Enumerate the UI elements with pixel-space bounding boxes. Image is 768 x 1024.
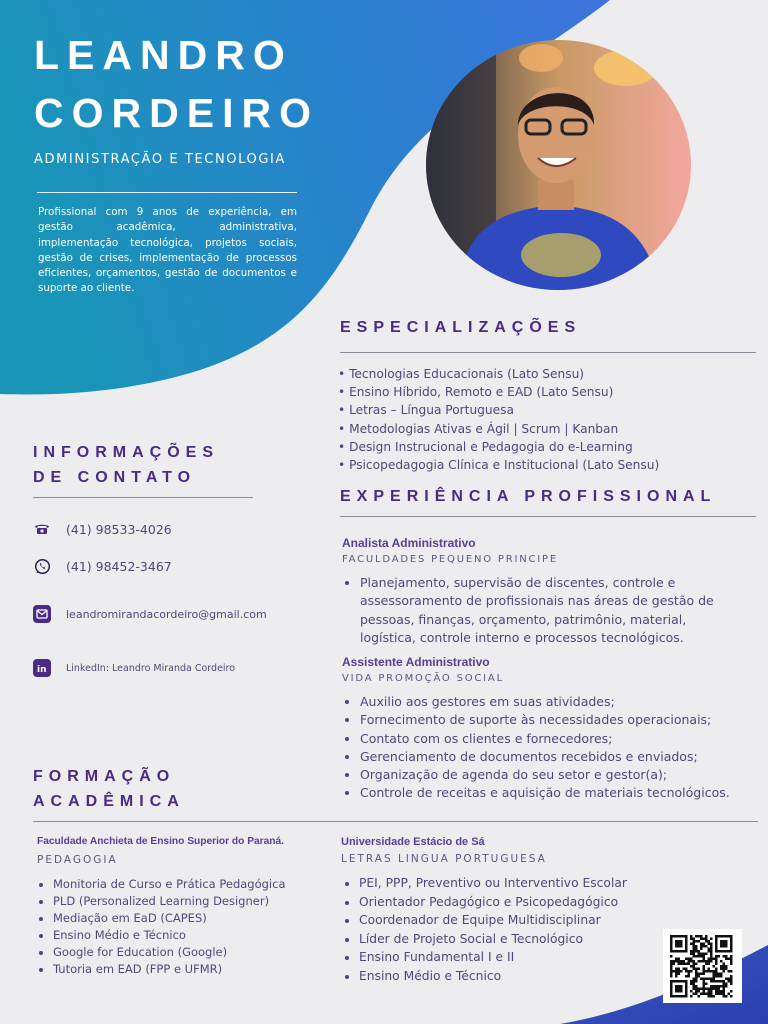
list-item: • Auxilio aos gestores em suas atividades; [360,693,752,711]
specializations-divider [340,352,756,353]
contact-heading [33,440,219,490]
education-entry [37,836,327,978]
list-item: • Gerenciamento de documentos recebidos e enviados; [360,748,752,766]
last-name: CORDEIRO [34,90,319,136]
specializations-heading: ESPECIALIZAÇÕES [340,319,582,336]
header-divider [37,192,297,193]
email-icon [33,605,51,623]
education-heading-line2: ACADÊMICA [33,793,185,810]
education-items [341,874,651,986]
education-items [37,876,327,978]
list-item: • Ensino Fundamental I e II [359,948,651,967]
list-item: • Orientador Pedagógico e Psicopedagógico [359,893,651,912]
contact-heading-line1: INFORMAÇÕES [33,444,219,461]
first-name: LEANDRO [34,32,293,78]
list-item: • Metodologias Ativas e Ágil | Scrum | Kanban [338,421,619,436]
linkedin-icon [33,659,51,677]
contact-email [33,605,267,623]
qr-code-image [663,929,742,1003]
list-item: • Google for Education (Google) [53,944,327,961]
list-item: • PLD (Personalized Learning Designer) [53,893,327,910]
list-item: • Contato com os clientes e fornecedores; [360,730,752,748]
profile-photo [426,40,691,290]
list-item: • PEI, PPP, Preventivo ou Interventivo Escolar [359,874,651,893]
school-name: Faculdade Anchieta de Ensino Superior do Paraná. [37,836,285,847]
list-item: • Líder de Projeto Social e Tecnológico [359,930,651,949]
job-company: VIDA PROMOÇÃO SOCIAL [342,673,504,684]
phone-number[interactable]: (41) 98533-4026 [66,521,172,537]
contact-heading-line2: DE CONTATO [33,469,197,486]
list-item: • Tecnologias Educacionais (Lato Sensu) [338,367,585,381]
phone-icon [33,520,51,538]
list-item: • Design Instrucional e Pedagogia do e-Learning [338,439,633,454]
svg-text:in: in [37,665,47,675]
whatsapp-icon [33,557,51,575]
education-heading-line1: FORMAÇÃO [33,768,176,785]
job-entry [342,536,742,647]
list-item: • Fornecimento de suporte às necessidades operacionais; [360,711,752,729]
job-title: Analista Administrativo [342,536,476,550]
job-title: Assistente Administrativo [342,655,490,669]
course-name: PEDAGOGIA [37,854,118,866]
job-company: FACULDADES PEQUENO PRINCIPE [342,554,558,565]
education-divider [33,821,758,822]
email-address[interactable]: leandromirandacordeiro@gmail.com [66,607,267,621]
contact-phone [33,520,172,538]
contact-divider [33,497,253,498]
experience-heading: EXPERIÊNCIA PROFISSIONAL [340,488,717,505]
list-item: • Coordenador de Equipe Multidisciplinar [359,911,651,930]
education-entry [341,836,651,986]
summary-text: Profissional com 9 anos de experiência, em gestão acadêmica, administrativa, implementação tecnológica, projetos sociais, gestão de crises, implementação de processos eficientes, orçamentos, gestão de documentos e suporte ao cliente. [38,206,297,295]
candidate-name [34,26,319,142]
list-item: • Psicopedagogia Clínica e Institucional (Lato Sensu) [338,458,660,473]
list-item: • Planejamento, supervisão de discentes, controle e assessoramento de profissionais nas áreas de gestão de pessoas, finanças, orçamento, patrimônio, material, logística, controle interno e processos tecnológicos. [360,574,730,647]
list-item: • Tutoria em EAD (FPP e UFMR) [53,961,327,978]
whatsapp-number[interactable]: (41) 98452-3467 [66,558,172,574]
list-item: • Monitoria de Curso e Prática Pedagógica [53,876,327,893]
job-role: ADMINISTRAÇÃO E TECNOLOGIA [34,152,286,167]
job-duties [342,574,730,647]
job-entry [342,655,752,803]
list-item: • Mediação em EaD (CAPES) [53,910,327,927]
job-duties [342,693,752,803]
list-item: • Controle de receitas e aquisição de materiais tecnológicos. [360,784,752,802]
list-item: • Letras – Língua Portuguesa [338,403,514,418]
school-name: Universidade Estácio de Sá [341,836,485,848]
contact-linkedin [33,659,235,677]
list-item: • Organização de agenda do seu setor e gestor(a); [360,766,752,784]
education-heading [33,764,185,814]
experience-divider [340,516,756,517]
list-item: • Ensino Médio e Técnico [359,967,651,986]
list-item: • Ensino Híbrido, Remoto e EAD (Lato Sensu) [338,385,614,400]
contact-whatsapp [33,557,172,575]
course-name: LETRAS LINGUA PORTUGUESA [341,853,547,865]
list-item: • Ensino Médio e Técnico [53,927,327,944]
qr-code[interactable] [663,929,742,1003]
specializations-list [338,365,659,474]
linkedin-link[interactable]: LinkedIn: Leandro Miranda Cordeiro [66,662,236,674]
